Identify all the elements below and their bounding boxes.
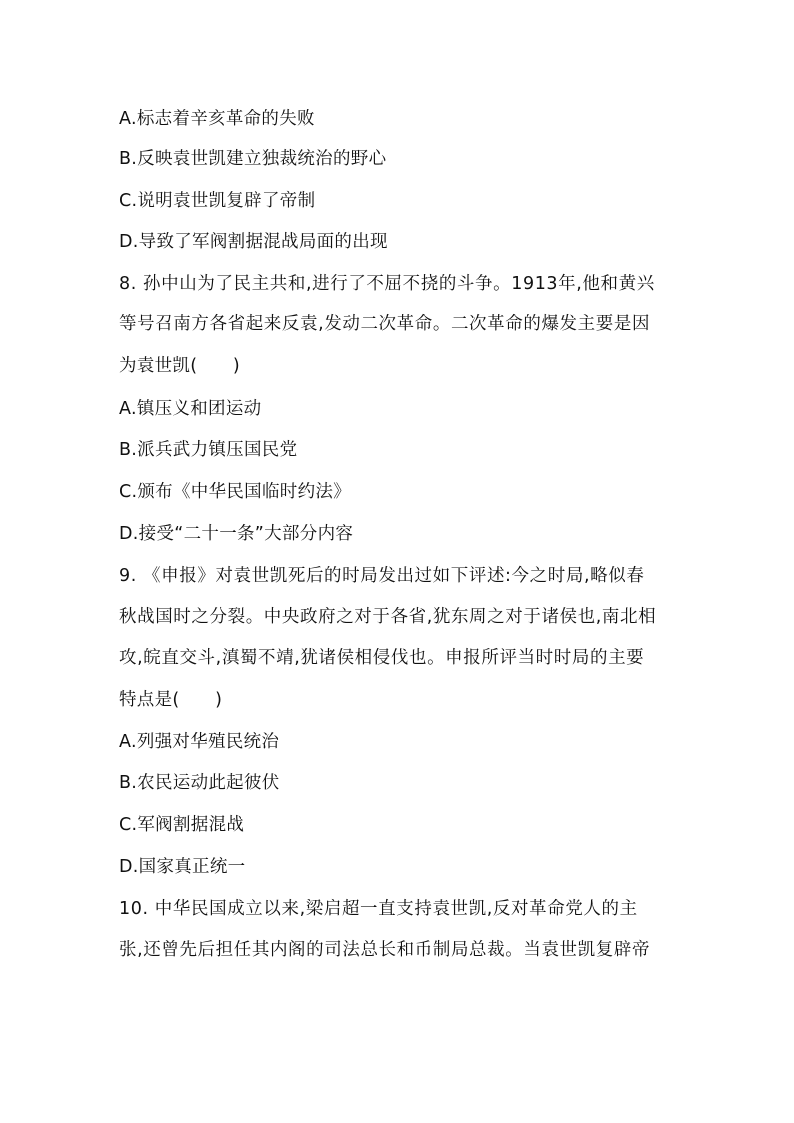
q9-option-c: C.军阀割据混战 [119, 815, 245, 835]
q8-option-d: D.接受“二十一条”大部分内容 [119, 524, 354, 544]
q10-stem-line-1: 10. 中华民国成立以来,梁启超一直支持袁世凯,反对革命党人的主 [119, 899, 638, 919]
q8-option-c: C.颁布《中华民国临时约法》 [119, 482, 351, 502]
q9-option-d: D.国家真正统一 [119, 857, 246, 877]
q7-option-c: C.说明袁世凯复辟了帝制 [119, 191, 316, 211]
q9-option-b: B.农民运动此起彼伏 [119, 773, 280, 793]
q8-stem-line-1: 8. 孙中山为了民主共和,进行了不屈不挠的斗争。1913年,他和黄兴 [119, 274, 655, 294]
q8-option-b: B.派兵武力镇压国民党 [119, 440, 298, 460]
q9-stem-line-3: 攻,皖直交斗,滇蜀不靖,犹诸侯相侵伐也。申报所评当时时局的主要 [119, 648, 645, 668]
q7-option-a: A.标志着辛亥革命的失败 [119, 109, 315, 129]
q10-stem-line-2: 张,还曾先后担任其内阁的司法总长和币制局总裁。当袁世凯复辟帝 [119, 940, 651, 960]
q8-stem-line-2: 等号召南方各省起来反袁,发动二次革命。二次革命的爆发主要是因 [119, 314, 651, 334]
q9-option-a: A.列强对华殖民统治 [119, 732, 280, 752]
q9-stem-line-1: 9. 《申报》对袁世凯死后的时局发出过如下评述:今之时局,略似春 [119, 566, 645, 586]
q8-stem-line-3: 为袁世凯( ) [119, 356, 241, 376]
q8-option-a: A.镇压义和团运动 [119, 399, 262, 419]
q9-stem-line-2: 秋战国时之分裂。中央政府之对于各省,犹东周之对于诸侯也,南北相 [119, 607, 657, 627]
q7-option-d: D.导致了军阀割据混战局面的出现 [119, 232, 388, 252]
q7-option-b: B.反映袁世凯建立独裁统治的野心 [119, 149, 387, 169]
q9-stem-line-4: 特点是( ) [119, 690, 223, 710]
